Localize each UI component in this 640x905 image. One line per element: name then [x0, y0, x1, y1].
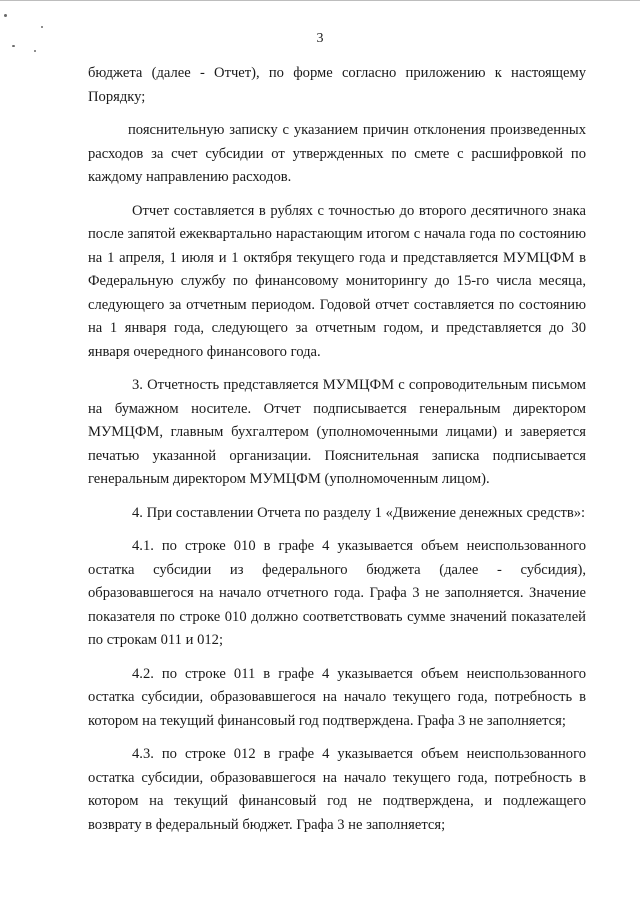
document-body — [88, 62, 586, 837]
paragraph-item-3: 3. Отчетность представляется МУМЦФМ с сопроводительным письмом на бумажном носителе. Отчет подписывается генеральным директором МУМЦФМ, главным бухгалтером (уполномоченными лицами) и заверяется печатью указанной организации. Пояснительная записка подписывается генеральным директором МУМЦФМ (уполномоченным лицом). — [88, 377, 586, 487]
top-edge-line — [0, 0, 640, 1]
page-number: 3 — [316, 31, 324, 46]
paragraph-item-4-3: 4.3. по строке 012 в графе 4 указывается объем неиспользованного остатка субсидии, образовавшегося на начало текущего года, потребность в котором на текущий финансовый год не подтверждена, и подлежащего возврату в федеральный бюджет. Графа 3 не заполняется; — [88, 746, 586, 833]
paragraph-item-4-2: 4.2. по строке 011 в графе 4 указывается объем неиспользованного остатка субсидии, образовавшегося на начало текущего года, потребность в котором на текущий финансовый год подтверждена. Графа 3 не заполняется; — [88, 665, 586, 729]
paragraph-explanatory-note: пояснительную записку с указанием причин отклонения произведенных расходов за счет субсидии от утвержденных по смете с расшифровкой по каждому направлению расходов. — [88, 122, 586, 185]
scan-speck — [41, 26, 43, 28]
paragraph-budget-report: бюджета (далее - Отчет), по форме согласно приложению к настоящему Порядку; — [88, 65, 586, 105]
scan-speck — [4, 14, 7, 17]
paragraph-report-preparation: Отчет составляется в рублях с точностью до второго десятичного знака после запятой ежеквартально нарастающим итогом с начала года по состоянию на 1 апреля, 1 июля и 1 октября текущего года и представляется МУМЦФМ в Федеральную службу по финансовому мониторингу до 15-го числа месяца, следующего за отчетным периодом. Годовой отчет составляется по состоянию на 1 января года, следующего за отчетным годом, и представляется до 30 января очередного финансового года. — [88, 202, 586, 360]
paragraph-item-4: 4. При составлении Отчета по разделу 1 «Движение денежных средств»: — [132, 504, 586, 521]
scan-speck — [34, 50, 36, 52]
paragraph-item-4-1: 4.1. по строке 010 в графе 4 указывается объем неиспользованного остатка субсидии из федерального бюджета (далее - субсидия), образовавшегося на начало отчетного года. Графа 3 не заполняется. Значение показателя по строке 010 должно соответствовать сумме значений показателей по строкам 011 и 012; — [88, 538, 586, 648]
